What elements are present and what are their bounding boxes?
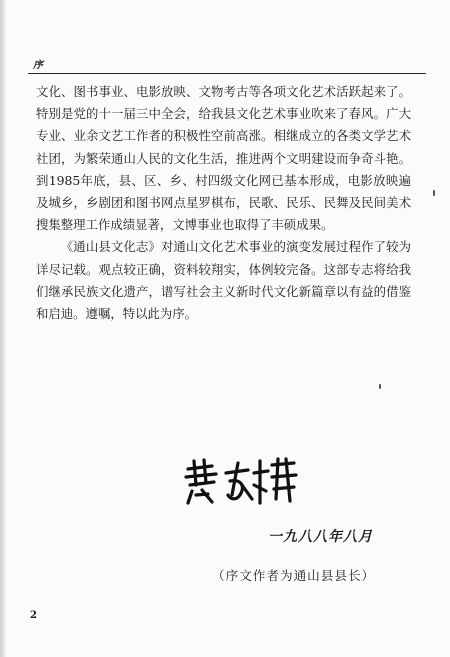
handwritten-signature bbox=[182, 455, 302, 513]
body-text bbox=[36, 81, 411, 325]
scan-edge bbox=[0, 0, 6, 657]
author-note: （序文作者为通山县县长） bbox=[212, 568, 376, 583]
header-rule bbox=[28, 73, 426, 74]
signature-image bbox=[182, 455, 302, 513]
scan-speck bbox=[433, 190, 435, 196]
paragraph-2: 《通山县文化志》对通山文化艺术事业的演变发展过程作了较为详尽记载。观点较正确，资料较翔实，体例较完备。这部专志将给我们继承民族文化遗产，谱写社会主义新时代文化新篇章以有益的借鉴和启迪。遵嘱，特以此为序。 bbox=[36, 239, 411, 322]
paragraph-1: 文化、图书事业、电影放映、文物考古等各项文化艺术活跃起来了。特别是党的十一届三中全会，给我县文化艺术事业吹来了春风。广大专业、业余文艺工作者的积极性空前高涨。相继成立的各类文学艺术社团，为繁荣通山人民的文化生活，推进两个文明建设而争奇斗艳。到1985年底，县、区、乡、村四级文化网已基本形成，电影放映遍及城乡，乡剧团和图书网点星罗棋布，民歌、民乐、民舞及民间美术搜集整理工作成绩显著，文博事业也取得了丰硕成果。 bbox=[36, 84, 411, 233]
page-number: 2 bbox=[30, 610, 37, 621]
scan-speck bbox=[379, 384, 381, 389]
date-line: 一九八八年八月 bbox=[268, 529, 373, 545]
running-header: 序 bbox=[33, 60, 44, 71]
